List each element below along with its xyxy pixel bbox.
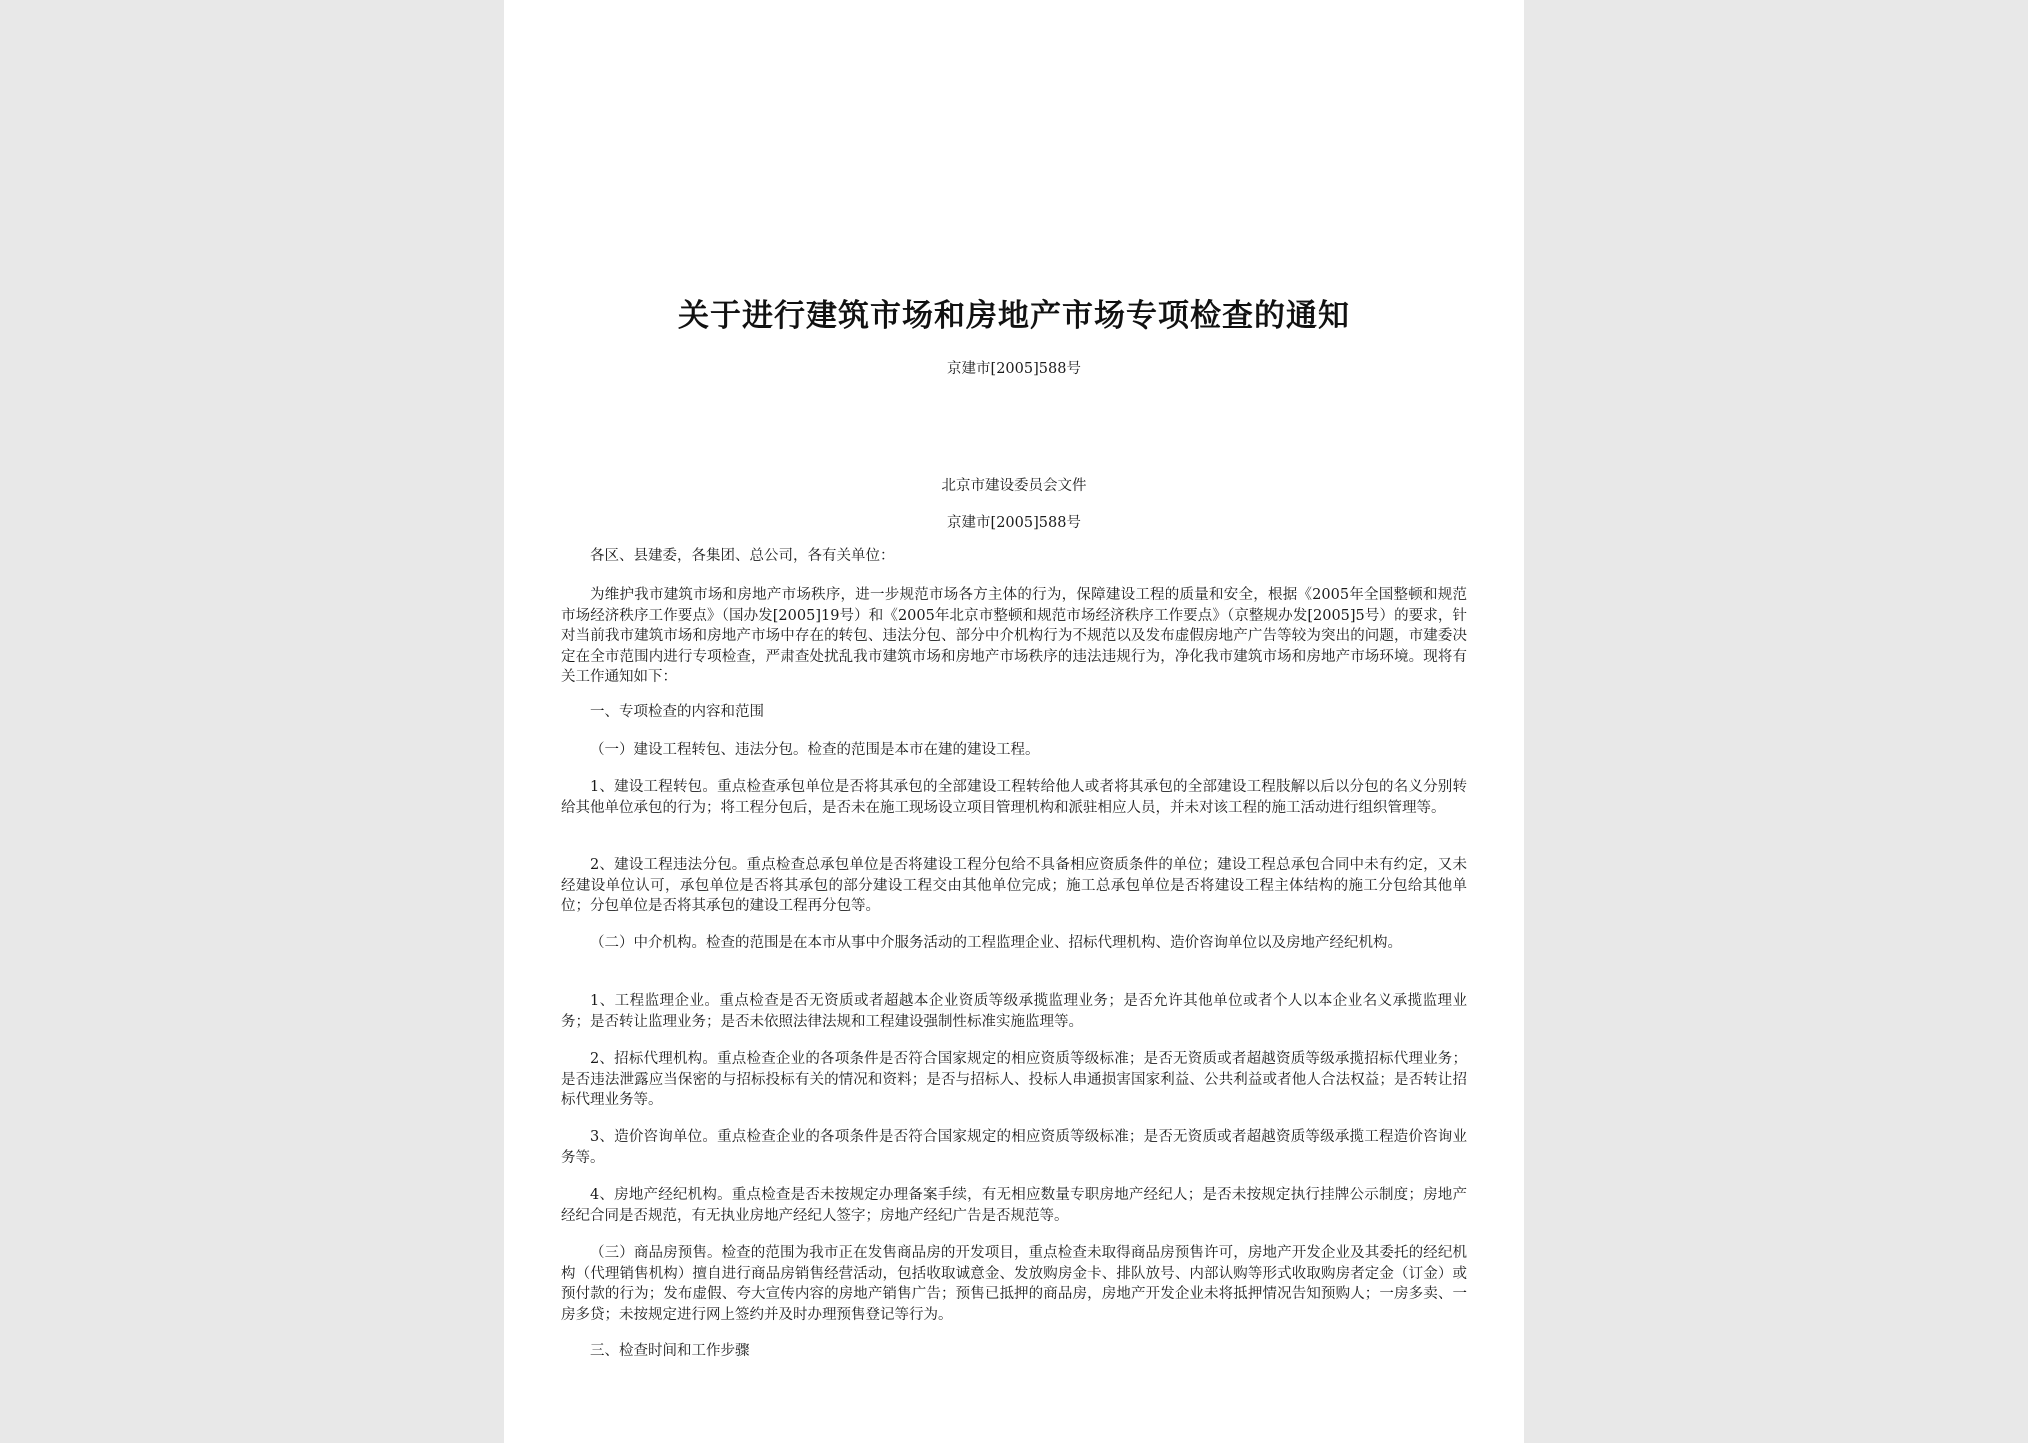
paragraph-real-estate-agency: 4、房地产经纪机构。重点检查是否未按规定办理备案手续，有无相应数量专职房地产经纪人；是否未按规定执行挂牌公示制度；房地产经纪合同是否规范，有无执业房地产经纪人签字；房地产经纪广告是否规范等。 [561, 1187, 1467, 1224]
paragraph-illegal-subcontract: 2、建设工程违法分包。重点检查总承包单位是否将建设工程分包给不具备相应资质条件的单位；建设工程总承包合同中未有约定，又未经建设单位认可，承包单位是否将其承包的部分建设工程交由其他单位完成；施工总承包单位是否将建设工程主体结构的施工分包给其他单位；分包单位是否将其承包的建设工程再分包等。 [561, 857, 1467, 914]
intro-paragraph: 为维护我市建筑市场和房地产市场秩序，进一步规范市场各方主体的行为，保障建设工程的质量和安全，根据《2005年全国整顿和规范市场经济秩序工作要点》（国办发[2005]19号）和《2005年北京市整顿和规范市场经济秩序工作要点》（京整规办发[2005]5号）的要求，针对当前我市建筑市场和房地产市场中存在的转包、违法分包、部分中介机构行为不规范以及发布虚假房地产广告等较为突出的问题，市建委决定在全市范围内进行专项检查，严肃查处扰乱我市建筑市场和房地产市场秩序的违法违规行为，净化我市建筑市场和房地产市场环境。现将有关工作通知如下： [561, 587, 1467, 685]
subsection-heading-3: （三）商品房预售。检查的范围为我市正在发售商品房的开发项目，重点检查未取得商品房预售许可，房地产开发企业及其委托的经纪机构（代理销售机构）擅自进行商品房销售经营活动，包括收取诚意金、发放购房金卡、排队放号、内部认购等形式收取购房者定金（订金）或预付款的行为；发布虚假、夸大宣传内容的房地产销售广告；预售已抵押的商品房，房地产开发企业未将抵押情况告知预购人；一房多卖、一房多贷；未按规定进行网上签约并及时办理预售登记等行为。 [561, 1245, 1467, 1323]
subsection-heading-2: （二）中介机构。检查的范围是在本市从事中介服务活动的工程监理企业、招标代理机构、造价咨询单位以及房地产经纪机构。 [590, 935, 1402, 951]
section-heading-1: 一、专项检查的内容和范围 [590, 704, 764, 720]
document-title: 关于进行建筑市场和房地产市场专项检查的通知 [678, 298, 1350, 334]
issuer-line: 北京市建设委员会文件 [941, 478, 1087, 494]
paragraph-transfer: 1、建设工程转包。重点检查承包单位是否将其承包的全部建设工程转给他人或者将其承包的全部建设工程肢解以后以分包的名义分别转给其他单位承包的行为；将工程分包后，是否未在施工现场设立项目管理机构和派驻相应人员，并未对该工程的施工活动进行组织管理等。 [561, 779, 1467, 816]
document-page [504, 0, 1524, 1443]
paragraph-cost-consulting: 3、造价咨询单位。重点检查企业的各项条件是否符合国家规定的相应资质等级标准；是否无资质或者超越资质等级承揽工程造价咨询业务等。 [561, 1129, 1467, 1166]
section-heading-3: 三、检查时间和工作步骤 [590, 1343, 750, 1359]
paragraph-supervision: 1、工程监理企业。重点检查是否无资质或者超越本企业资质等级承揽监理业务；是否允许其他单位或者个人以本企业名义承揽监理业务；是否转让监理业务；是否未依照法律法规和工程建设强制性标准实施监理等。 [561, 993, 1467, 1030]
document-number: 京建市[2005]588号 [947, 515, 1081, 531]
paragraph-bidding-agency: 2、招标代理机构。重点检查企业的各项条件是否符合国家规定的相应资质等级标准；是否无资质或者超越资质等级承揽招标代理业务；是否违法泄露应当保密的与招标投标有关的情况和资料；是否与招标人、投标人串通损害国家利益、公共利益或者他人合法权益；是否转让招标代理业务等。 [561, 1051, 1467, 1108]
salutation: 各区、县建委，各集团、总公司，各有关单位： [590, 548, 895, 564]
subsection-heading-1: （一）建设工程转包、违法分包。检查的范围是本市在建的建设工程。 [590, 742, 1040, 758]
document-number-top: 京建市[2005]588号 [947, 361, 1081, 377]
